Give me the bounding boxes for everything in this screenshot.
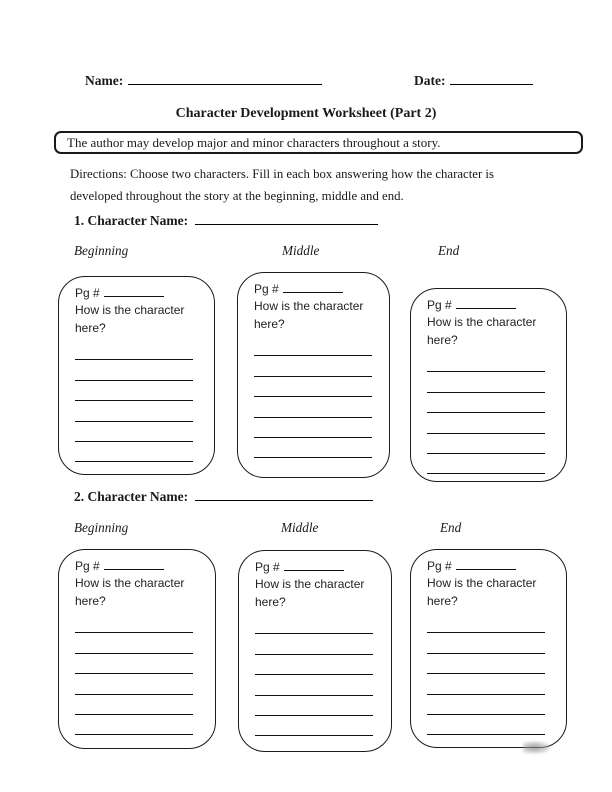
section-2-column-header-middle: Middle xyxy=(281,520,319,535)
section-2-column-header-beginning: Beginning xyxy=(74,520,129,535)
answer-line[interactable] xyxy=(75,381,193,401)
answer-line[interactable] xyxy=(427,352,545,372)
directions-line-2: developed throughout the story at the beginning, middle and end. xyxy=(70,188,404,203)
answer-line[interactable] xyxy=(75,360,193,380)
name-field xyxy=(85,72,322,89)
section-1-column-header-beginning: Beginning xyxy=(74,243,129,258)
character-name-2-input-line[interactable] xyxy=(195,488,373,501)
answer-line[interactable] xyxy=(254,438,372,458)
answer-line[interactable] xyxy=(75,422,193,442)
answer-line[interactable] xyxy=(255,675,373,695)
answer-line[interactable] xyxy=(427,633,545,653)
character-box-2-end xyxy=(410,549,567,748)
pg-number-row xyxy=(427,298,560,313)
character-name-1-input-line[interactable] xyxy=(195,212,378,225)
answer-line[interactable] xyxy=(75,401,193,421)
box-prompt: How is the character here? xyxy=(427,315,537,347)
pg-number-row xyxy=(427,559,560,574)
section-1-column-header-end: End xyxy=(438,243,460,258)
pg-number-row xyxy=(255,560,385,575)
section-1-heading-label: 1. Character Name: xyxy=(74,213,189,228)
banner-text: The author may develop major and minor characters throughout a story. xyxy=(67,135,441,150)
answer-line[interactable] xyxy=(75,340,193,360)
answer-line[interactable] xyxy=(75,633,193,653)
date-label: Date: xyxy=(414,73,446,88)
answer-line[interactable] xyxy=(427,715,545,735)
pg-number-row xyxy=(75,559,209,574)
watermark-smudge xyxy=(523,741,551,754)
character-box-1-end xyxy=(410,288,567,482)
pg-number-input-line[interactable] xyxy=(456,559,516,570)
pg-number-input-line[interactable] xyxy=(104,286,164,297)
box-prompt: How is the character here? xyxy=(254,299,364,331)
directions-line-1: Directions: Choose two characters. Fill in each box answering how the character is xyxy=(70,167,494,181)
pg-number-input-line[interactable] xyxy=(284,560,344,571)
character-box-1-middle xyxy=(237,272,390,478)
answer-line[interactable] xyxy=(427,695,545,715)
answer-lines xyxy=(75,613,209,735)
pg-label: Pg # xyxy=(255,560,280,574)
answer-line[interactable] xyxy=(427,372,545,392)
character-box-1-beginning xyxy=(58,276,215,475)
answer-line[interactable] xyxy=(75,674,193,694)
pg-number-row xyxy=(75,286,208,301)
page-title: Character Development Worksheet (Part 2) xyxy=(175,106,437,121)
box-prompt: How is the character here? xyxy=(427,576,537,608)
pg-number-row xyxy=(254,282,383,297)
pg-label: Pg # xyxy=(75,559,100,573)
name-label: Name: xyxy=(85,73,124,88)
answer-line[interactable] xyxy=(427,654,545,674)
answer-line[interactable] xyxy=(427,613,545,633)
answer-line[interactable] xyxy=(255,696,373,716)
answer-line[interactable] xyxy=(427,454,545,474)
answer-lines xyxy=(254,336,383,458)
date-input-line[interactable] xyxy=(450,72,533,85)
pg-number-input-line[interactable] xyxy=(104,559,164,570)
answer-line[interactable] xyxy=(427,434,545,454)
box-prompt: How is the character here? xyxy=(75,576,185,608)
answer-line[interactable] xyxy=(427,674,545,694)
answer-lines xyxy=(427,613,560,735)
answer-line[interactable] xyxy=(254,356,372,376)
name-input-line[interactable] xyxy=(128,72,322,85)
section-1-column-header-middle: Middle xyxy=(282,243,320,258)
answer-line[interactable] xyxy=(427,413,545,433)
answer-lines xyxy=(255,614,385,736)
answer-line[interactable] xyxy=(255,634,373,654)
box-prompt: How is the character here? xyxy=(75,303,185,335)
section-1-heading xyxy=(74,212,378,229)
pg-label: Pg # xyxy=(75,286,100,300)
answer-lines xyxy=(75,340,208,462)
date-field xyxy=(414,72,533,89)
answer-line[interactable] xyxy=(75,613,193,633)
answer-line[interactable] xyxy=(75,715,193,735)
directions xyxy=(70,164,494,207)
answer-line[interactable] xyxy=(254,377,372,397)
pg-number-input-line[interactable] xyxy=(283,282,343,293)
banner-box xyxy=(54,131,583,154)
answer-line[interactable] xyxy=(255,655,373,675)
answer-line[interactable] xyxy=(254,397,372,417)
character-box-2-middle xyxy=(238,550,392,752)
answer-line[interactable] xyxy=(255,716,373,736)
answer-line[interactable] xyxy=(254,418,372,438)
answer-line[interactable] xyxy=(75,442,193,462)
answer-line[interactable] xyxy=(255,614,373,634)
pg-label: Pg # xyxy=(427,298,452,312)
answer-line[interactable] xyxy=(427,393,545,413)
section-2-heading-label: 2. Character Name: xyxy=(74,489,189,504)
pg-number-input-line[interactable] xyxy=(456,298,516,309)
answer-line[interactable] xyxy=(75,695,193,715)
section-2-heading xyxy=(74,488,373,505)
answer-lines xyxy=(427,352,560,474)
box-prompt: How is the character here? xyxy=(255,577,365,609)
section-2-column-header-end: End xyxy=(440,520,462,535)
pg-label: Pg # xyxy=(254,282,279,296)
character-box-2-beginning xyxy=(58,549,216,749)
answer-line[interactable] xyxy=(254,336,372,356)
answer-line[interactable] xyxy=(75,654,193,674)
pg-label: Pg # xyxy=(427,559,452,573)
